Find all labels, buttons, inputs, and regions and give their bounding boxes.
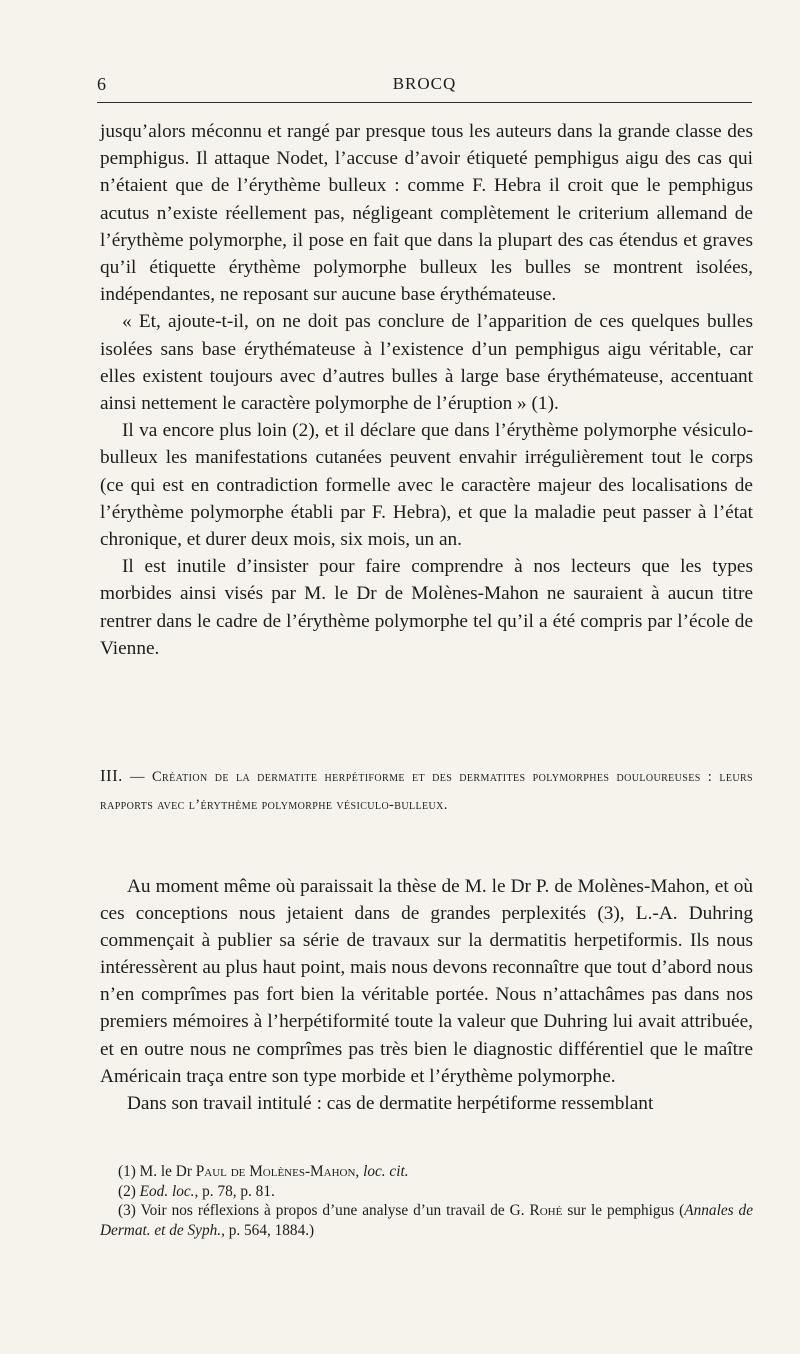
footnote-1 — [100, 1162, 753, 1182]
footnote-3-mid: sur le pemphigus ( — [567, 1202, 685, 1219]
header-rule — [97, 102, 752, 103]
footnote-3-journal: Annales de Dermat. et de Syph., — [100, 1202, 753, 1239]
page-header — [97, 60, 752, 100]
footnote-1-prefix: M. le Dr — [139, 1163, 192, 1180]
section-paragraph-2: Dans son travail intitulé : cas de dermatite herpétiforme ressemblant — [127, 1092, 654, 1114]
footnote-3-end: p. 564, 1884.) — [228, 1221, 315, 1239]
footnote-3 — [100, 1201, 753, 1240]
paragraph-3: Il va encore plus loin (2), et il déclare que dans l’érythème polymorphe vésiculo-bulleux les manifestations cutanées peuvent envahir irrégulièrement tout le corps (ce qui est en contradiction formelle avec le caractère majeur des localisations de l’érythème polymorphe établi par F. Hebra), et que la maladie peut passer à l’état chronique, et durer deux mois, six mois, un an. — [100, 420, 753, 551]
footnote-3-text: Voir nos réflexions à propos d’une analyse d’un travail de G. — [140, 1202, 525, 1219]
footnote-1-name: Paul de Molènes-Mahon, — [195, 1163, 360, 1180]
footnote-3-author: Rohé — [529, 1202, 563, 1219]
footnote-1-ref: loc. cit. — [363, 1163, 409, 1180]
running-head: BROCQ — [392, 74, 457, 93]
section-dash: — — [129, 769, 145, 785]
section-title: Création de la dermatite herpétiforme et des dermatites polymorphes douloureuses : leurs rapports avec l’érythème polymorphe vésiculo-bulleux. — [100, 769, 754, 813]
paragraph-4: Il est inutile d’insister pour faire comprendre à nos lecteurs que les types morbides ainsi visés par M. le Dr de Molènes-Mahon ne sauraient à aucun titre rentrer dans le cadre de l’érythème polymorphe tel qu’il a été compris par l’école de Vienne. — [100, 556, 753, 659]
main-text — [100, 118, 753, 662]
footnote-1-mark: (1) — [118, 1163, 136, 1180]
footnote-2-mark: (2) — [118, 1182, 136, 1200]
footnote-2-ref: Eod. loc., — [139, 1182, 199, 1200]
section-text — [100, 873, 753, 1117]
paragraph-1: jusqu’alors méconnu et rangé par presque tous les auteurs dans la grande classe des pemphigus. Il attaque Nodet, l’accuse d’avoir étiqueté pemphigus aigu des cas qui n’étaient que de l’érythème bulleux : comme F. Hebra il croit que le pemphigus acutus n’existe réellement pas, négligeant complètement le criterium allemand de l’érythème polymorphe, il pose en fait que dans la plupart des cas étendus et graves qu’il étiquette érythème polymorphe bulleux les bulles se montrent isolées, indépendantes, ne reposant sur aucune base érythémateuse. — [100, 121, 753, 306]
paragraph-2: « Et, ajoute-t-il, on ne doit pas conclure de l’apparition de ces quelques bulles isolées sans base érythémateuse à l’existence d’un pemphigus aigu véritable, car elles existent toujours avec d’autres bulles à large base érythémateuse, accentuant ainsi nettement le caractère polymorphe de l’éruption » (1). — [100, 311, 753, 415]
section-heading — [100, 762, 753, 819]
page-number: 6 — [97, 74, 106, 94]
section-paragraph-1: Au moment même où paraissait la thèse de M. le Dr P. de Molènes-Mahon, et où ces conceptions nous jetaient dans de grandes perplexités (3), L.-A. Duhring commençait à publier sa série de travaux sur la dermatitis herpetiformis. Ils nous intéressèrent au plus haut point, mais nous devons reconnaître que tout d’abord nous n’en comprîmes pas fort bien la véritable portée. Nous n’attachâmes pas dans nos premiers mémoires à l’herpétiformité toute la valeur que Duhring lui avait attribuée, et en outre nous ne comprîmes pas très bien le diagnostic différentiel que le maître Américain traça entre son type morbide et l’érythème polymorphe. — [100, 876, 753, 1087]
footnote-2-pages: p. 78, p. 81. — [202, 1182, 275, 1200]
section-number: III. — [100, 766, 123, 785]
footnote-3-mark: (3) — [118, 1202, 136, 1219]
footnote-2 — [100, 1182, 753, 1202]
footnotes — [100, 1162, 753, 1240]
